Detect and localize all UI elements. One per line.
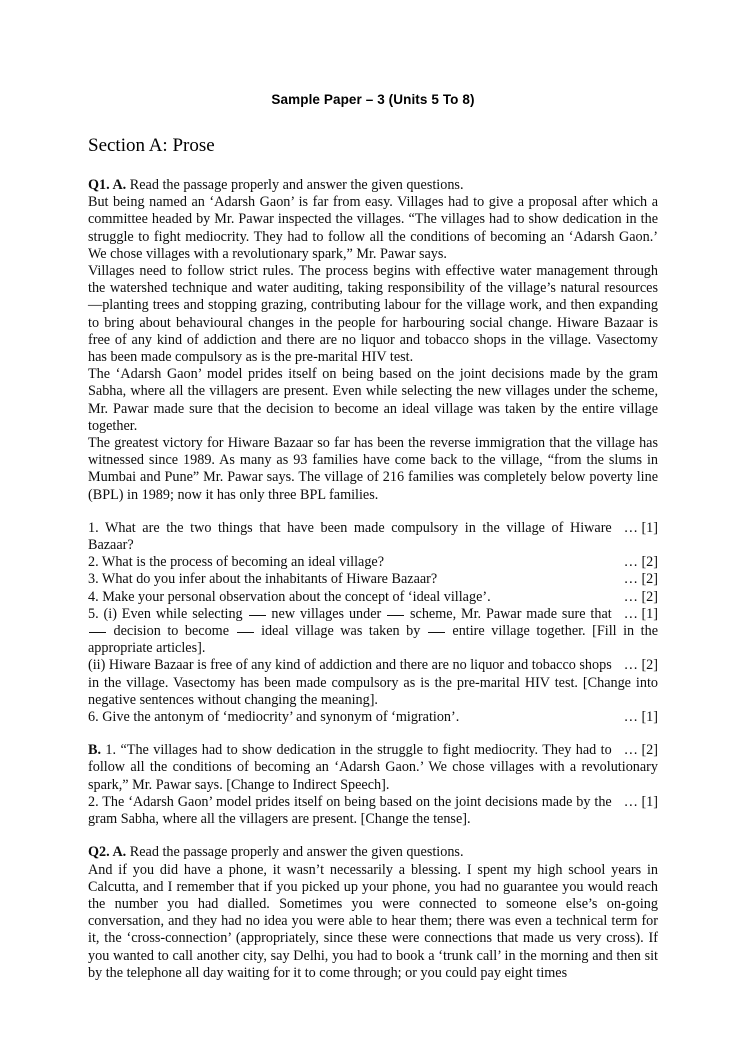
q1-instruction-line — [88, 177, 658, 194]
q1-part-b-block — [88, 742, 658, 828]
fill-blank-article-3[interactable] — [89, 632, 106, 633]
q1-passage-paragraph-2: Villages need to follow strict rules. The process begins with effective water management through the watershed technique and water auditing, taking responsibility of the village’s natural resources—planting trees and stopping grazing, contributing labour for the village work, and then expanding to bring about behavioural changes in the people for harbouring social change. Hiware Bazaar is free of any kind of addiction and there are no liquor and tobacco shops in the village. Vasectomy has been made compulsory as is the pre-marital HIV test. — [88, 263, 658, 366]
q2-passage-paragraph: And if you did have a phone, it wasn’t necessarily a blessing. I spent my high school years in Calcutta, and I remember that if you picked up your phone, you had no guarantee you would reach the number you had dialled. Sometimes you were connected to someone else’s on-going conversation, and they had no idea you were able to hear them; there was even a technical term for it, the ‘cross-connection’ (appropriately, since these were connections that made us very cross). If you wanted to call another city, say Delhi, you had to book a ‘trunk call’ in the morning and then sit by the telephone all day waiting for it to come through; or you could pay eight times — [88, 861, 658, 981]
q1-question-4 — [88, 589, 658, 606]
q1-question-5-i — [88, 606, 658, 658]
q1-question-3-marks: … [2] — [623, 571, 658, 588]
q1-question-5-ii-marks: … [2] — [623, 657, 658, 674]
fill-blank-article-2[interactable] — [387, 615, 404, 616]
q1-part-b-item-2-text: 2. The ‘Adarsh Gaon’ model prides itself on being based on the joint decisions made by the gram Sabha, where all the villagers are present. [Change the tense]. — [88, 793, 612, 828]
q1-question-5-i-part-a: 5. (i) Even while selecting — [88, 605, 248, 622]
q1-part-b-item-2-marks: … [1] — [623, 793, 658, 810]
fill-blank-article-5[interactable] — [428, 632, 445, 633]
q1-question-2-text: 2. What is the process of becoming an ideal village? — [88, 554, 385, 571]
section-heading: Section A: Prose — [88, 135, 215, 157]
q1-part-b-label: B. — [88, 742, 102, 759]
q1-question-5-i-part-c: scheme, Mr. Pawar made sure that — [405, 605, 612, 622]
page-content — [88, 0, 658, 982]
q1-question-6-text: 6. Give the antonym of ‘mediocrity’ and synonym of ‘migration’. — [88, 709, 460, 726]
q1-passage-paragraph-1: But being named an ‘Adarsh Gaon’ is far from easy. Villages had to give a proposal after which a committee headed by Mr. Pawar inspected the villages. “The villages had to show dedication in the struggle to fight mediocrity. They had to follow all the conditions of becoming an ‘Adarsh Gaon.’ We chose villages with a revolutionary spark,” Mr. Pawar says. — [88, 194, 658, 262]
q1-question-5-ii — [88, 657, 658, 709]
q1-question-4-text: 4. Make your personal observation about the concept of ‘ideal village’. — [88, 588, 491, 605]
q2-instruction-line — [88, 844, 658, 861]
q1-question-1-text: 1. What are the two things that have been made compulsory in the village of Hiware Bazaar? — [88, 519, 612, 554]
q1-question-list — [88, 520, 658, 726]
fill-blank-article-4[interactable] — [237, 632, 254, 633]
q1-question-6 — [88, 709, 658, 726]
q1-question-3-text: 3. What do you infer about the inhabitants of Hiware Bazaar? — [88, 571, 438, 588]
fill-blank-article-1[interactable] — [249, 615, 266, 616]
q1-question-5-i-part-b: new villages under — [266, 605, 387, 622]
q1-part-b-item-1-text: 1. “The villages had to show dedication in the struggle to fight mediocrity. They had to follow all the conditions of becoming an ‘Adarsh Gaon.’ We chose villages with a revolutionary spark,” Mr. Pawar says. [Change to Indirect Speech]. — [88, 742, 658, 793]
q1-label: Q1. A. — [88, 176, 127, 193]
question-1-block — [88, 177, 658, 504]
q1-question-2-marks: … [2] — [623, 554, 658, 571]
q1-question-5-i-marks: … [1] — [623, 605, 658, 622]
q1-question-2 — [88, 554, 658, 571]
q1-question-5-i-part-d: decision to become — [107, 623, 236, 640]
q1-question-5-i-part-f: entire village together. [Fill in the appropriate articles]. — [88, 623, 658, 657]
q1-instruction-text: Read the passage properly and answer the given questions. — [126, 176, 464, 193]
q1-part-b-item-1 — [88, 742, 658, 794]
q1-question-3 — [88, 571, 658, 588]
q2-instruction-text: Read the passage properly and answer the given questions. — [126, 844, 464, 861]
q1-part-b-item-2 — [88, 794, 658, 828]
q1-question-5-i-part-e: ideal village was taken by — [254, 623, 427, 640]
q1-question-4-marks: … [2] — [623, 588, 658, 605]
q1-question-5-ii-text: (ii) Hiware Bazaar is free of any kind of addiction and there are no liquor and tobacco shops in the village. Vasectomy has been made compulsory as is the pre-marital HIV test. [Change into negative sentences without changing the meaning]. — [88, 657, 658, 708]
q1-question-6-marks: … [1] — [623, 709, 658, 726]
q2-label: Q2. A. — [88, 844, 127, 861]
q1-passage-paragraph-3: The ‘Adarsh Gaon’ model prides itself on being based on the joint decisions made by the gram Sabha, where all the villagers are present. Even while selecting the new villages under the scheme, Mr. Pawar made sure that the decision to become an ideal village was taken by the entire village together. — [88, 366, 658, 434]
question-2-block — [88, 844, 658, 982]
q1-question-1 — [88, 520, 658, 554]
q1-passage-paragraph-4: The greatest victory for Hiware Bazaar so far has been the reverse immigration that the village has witnessed since 1989. As many as 93 families have come back to the village, “from the slums in Mumbai and Pune” Mr. Pawar says. The village of 216 families was completely below poverty line (BPL) in 1989; now it has only three BPL families. — [88, 435, 658, 503]
q1-question-1-marks: … [1] — [623, 519, 658, 536]
q1-part-b-item-1-marks: … [2] — [623, 742, 658, 759]
page-title: Sample Paper – 3 (Units 5 To 8) — [271, 92, 475, 107]
